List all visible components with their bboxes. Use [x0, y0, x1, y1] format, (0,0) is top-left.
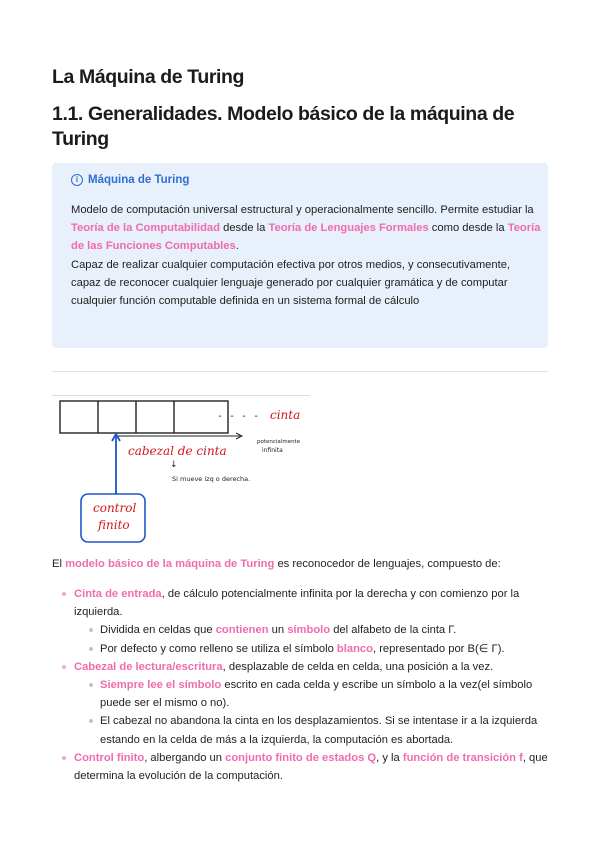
head-arrow: ↓ — [170, 460, 178, 470]
list-text: un — [268, 624, 288, 637]
tape-dashes: - - - - — [217, 411, 260, 422]
highlight-lee: Siempre lee el símbolo — [100, 679, 222, 692]
turing-sketch — [52, 396, 310, 546]
highlight-contienen: contienen — [215, 624, 269, 637]
head-label: cabezal de cinta — [128, 444, 227, 458]
callout-body — [71, 201, 541, 310]
list-text: , que determina la evolución de la computación. — [74, 751, 548, 783]
components-list — [52, 585, 548, 785]
intro-text: es reconocedor de lenguajes, compuesto de: — [274, 558, 501, 570]
list-item — [52, 658, 548, 676]
page-title: La Máquina de Turing — [52, 66, 245, 88]
turing-diagram — [52, 395, 310, 545]
list-text: Dividida en celdas que — [100, 624, 216, 637]
control-label: control — [93, 501, 137, 515]
highlight-cabezal: Cabezal de lectura/escritura — [74, 660, 223, 673]
callout-text: como desde la — [428, 222, 508, 235]
info-icon: i — [71, 174, 83, 186]
list-subitem — [52, 640, 548, 658]
highlight-funcion: función de transición f — [402, 751, 523, 764]
callout-text: Modelo de computación universal estructural y operacionalmente sencillo. Permite estudiar la — [71, 204, 534, 216]
move-note: Si mueve izq o derecha. — [172, 475, 251, 483]
section-heading: 1.1. Generalidades. Modelo básico de la máquina de Turing — [52, 103, 515, 150]
intro-paragraph — [52, 556, 548, 572]
list-text: , y la — [376, 751, 403, 764]
list-text: , desplazable de celda en celda, una posición a la vez. — [222, 660, 494, 673]
list-text: , de cálculo potencialmente infinita por la derecha y con comienzo por la izquierda. — [74, 588, 520, 619]
list-item — [52, 749, 548, 785]
list-text: , representado por B(∈ Γ). — [372, 642, 505, 655]
tape-outline — [60, 401, 228, 433]
finito-label: finito — [98, 518, 130, 532]
list-subitem — [52, 712, 548, 748]
infinita-label: infinita — [262, 447, 283, 454]
callout-text: . — [235, 240, 239, 253]
list-subitem — [52, 621, 548, 639]
divider — [52, 371, 548, 372]
highlight-modelo: modelo básico de la máquina de Turing — [65, 558, 275, 570]
highlight-control: Control finito — [74, 751, 145, 764]
highlight-cinta: Cinta de entrada — [74, 588, 162, 600]
callout-heading-text: Máquina de Turing — [88, 174, 190, 186]
highlight-estados: conjunto finito de estados Q — [225, 751, 377, 764]
callout-heading — [71, 174, 189, 186]
info-callout — [52, 163, 548, 348]
callout-text: Capaz de realizar cualquier computación efectiva por otros medios, y consecutivamente, capaz de reconocer cualquier lenguaje generado por cualquier gramática y de computar cualquier función computable definida en un sistema formal de cálculo — [71, 258, 511, 308]
intro-text: El — [52, 558, 66, 570]
highlight-funciones: Teoría de las Funciones Computables — [71, 222, 541, 253]
list-subitem — [52, 676, 548, 712]
list-item — [52, 585, 548, 621]
highlight-simbolo: símbolo — [287, 624, 331, 637]
tape-label: cinta — [270, 408, 301, 422]
list-text: El cabezal no abandona la cinta en los desplazamientos. Si se intentase ir a la izquierda estando en la celda de más a la izquierda, la computación es abortada. — [100, 715, 538, 746]
highlight-lenguajes: Teoría de Lenguajes Formales — [268, 222, 429, 235]
list-text: Por defecto y como relleno se utiliza el símbolo — [100, 642, 337, 655]
list-text: del alfabeto de la cinta Γ. — [330, 624, 457, 637]
highlight-computabilidad: Teoría de la Computabilidad — [71, 222, 220, 235]
list-text: escrito en cada celda y escribe un símbolo a la vez(el símbolo puede ser el mismo o no). — [100, 679, 533, 710]
list-text: , albergando un — [144, 751, 226, 764]
highlight-blanco: blanco — [336, 642, 373, 655]
callout-text: desde la — [219, 222, 269, 235]
potencial-label: potencialmente — [257, 439, 301, 445]
